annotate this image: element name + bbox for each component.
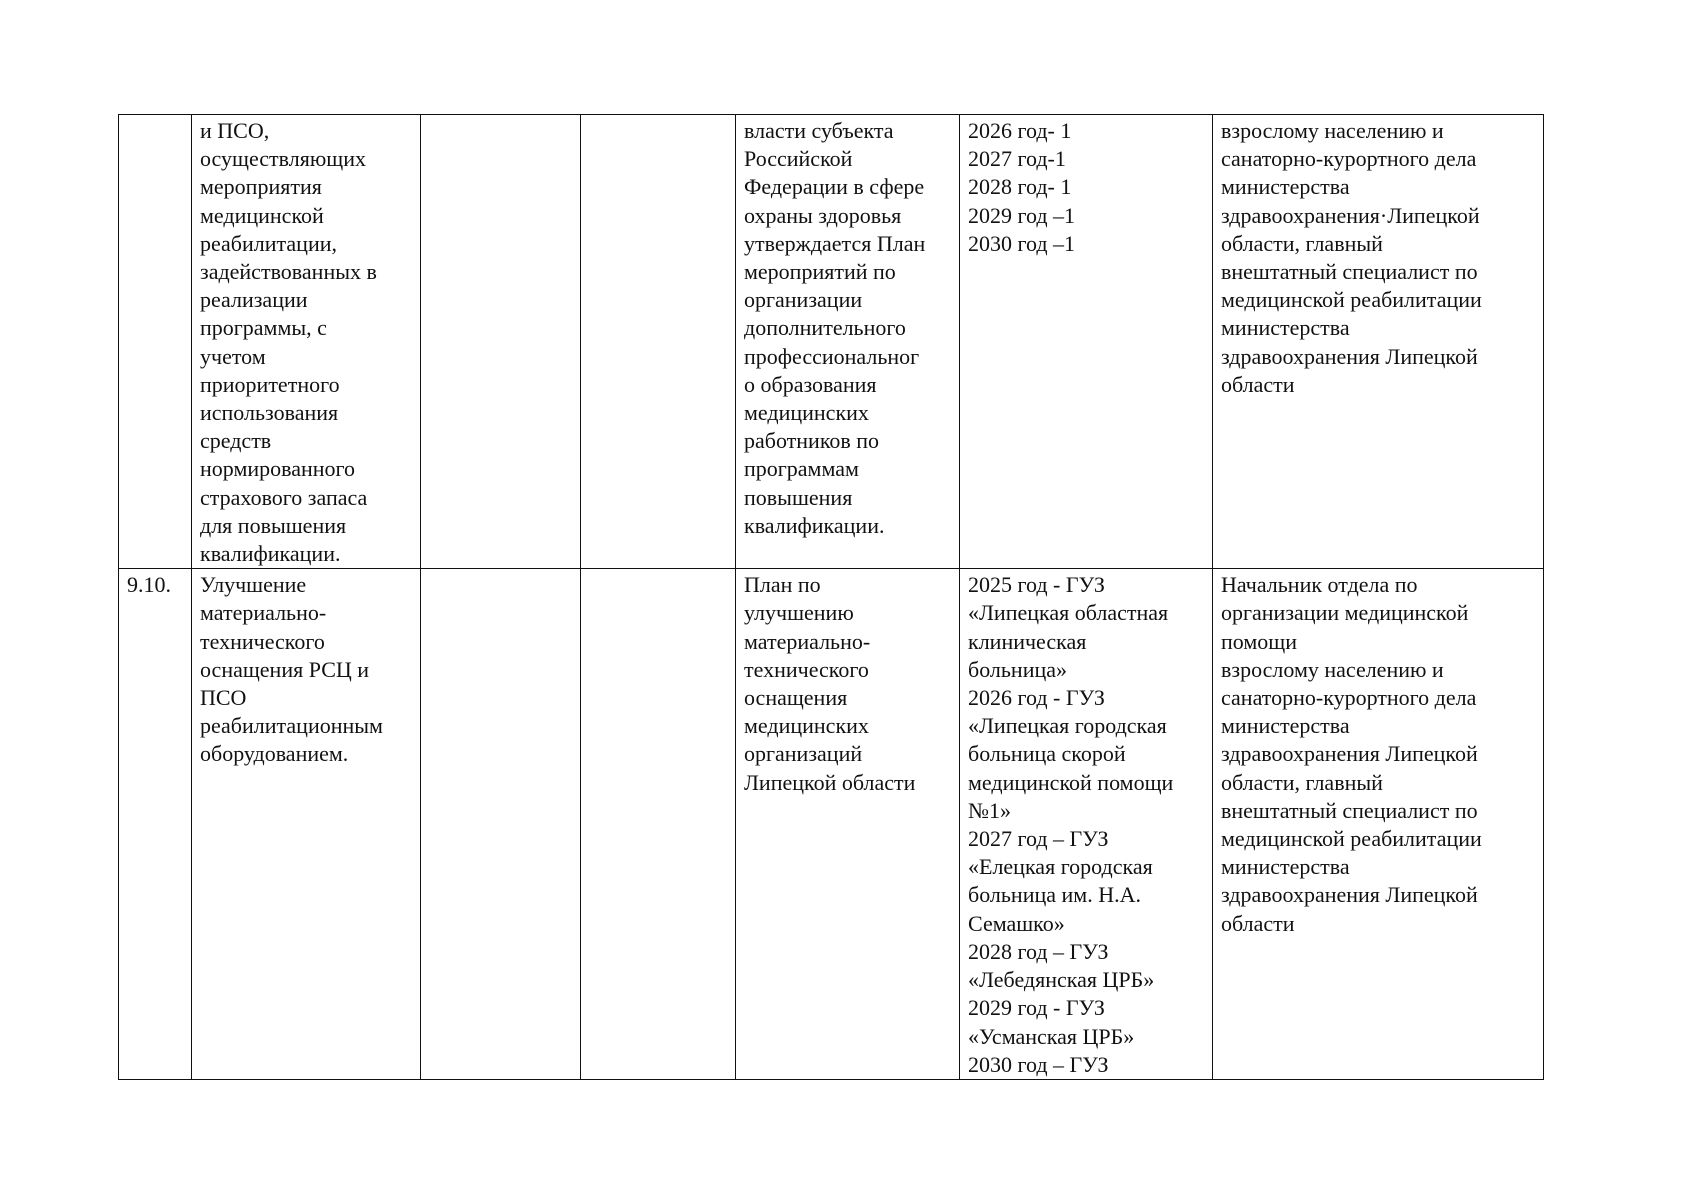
row-number-cell <box>119 115 192 569</box>
result-cell: План по улучшению материально- технического оснащения медицинских организаций Липецкой области <box>736 569 960 1080</box>
empty-cell <box>581 115 736 569</box>
empty-cell <box>421 569 581 1080</box>
row-number-cell: 9.10. <box>119 569 192 1080</box>
responsible-cell: взрослому населению и санаторно-курортного дела министерства здравоохранения·Липецкой области, главный внештатный специалист по медицинской реабилитации министерства здравоохранения Липецкой области <box>1213 115 1544 569</box>
table-row <box>119 115 1544 569</box>
event-cell: и ПСО, осуществляющих мероприятия медицинской реабилитации, задействованных в реализации программы, с учетом приоритетного использования средств нормированного страхового запаса для повышения квалификации. <box>192 115 421 569</box>
schedule-cell: 2025 год - ГУЗ «Липецкая областная клиническая больница» 2026 год - ГУЗ «Липецкая городская больница скорой медицинской помощи №1» 2027 год – ГУЗ «Елецкая городская больница им. Н.А. Семашко» 2028 год – ГУЗ «Лебедянская ЦРБ» 2029 год - ГУЗ «Усманская ЦРБ» 2030 год – ГУЗ <box>960 569 1213 1080</box>
empty-cell <box>421 115 581 569</box>
plan-table <box>118 114 1544 1080</box>
empty-cell <box>581 569 736 1080</box>
responsible-cell: Начальник отдела по организации медицинской помощи взрослому населению и санаторно-курортного дела министерства здравоохранения Липецкой области, главный внештатный специалист по медицинской реабилитации министерства здравоохранения Липецкой области <box>1213 569 1544 1080</box>
schedule-cell: 2026 год- 1 2027 год-1 2028 год- 1 2029 год –1 2030 год –1 <box>960 115 1213 569</box>
result-cell: власти субъекта Российской Федерации в сфере охраны здоровья утверждается План мероприятий по организации дополнительного профессиональног о образования медицинских работников по программам повышения квалификации. <box>736 115 960 569</box>
event-cell: Улучшение материально- технического оснащения РСЦ и ПСО реабилитационным оборудованием. <box>192 569 421 1080</box>
table-row <box>119 569 1544 1080</box>
